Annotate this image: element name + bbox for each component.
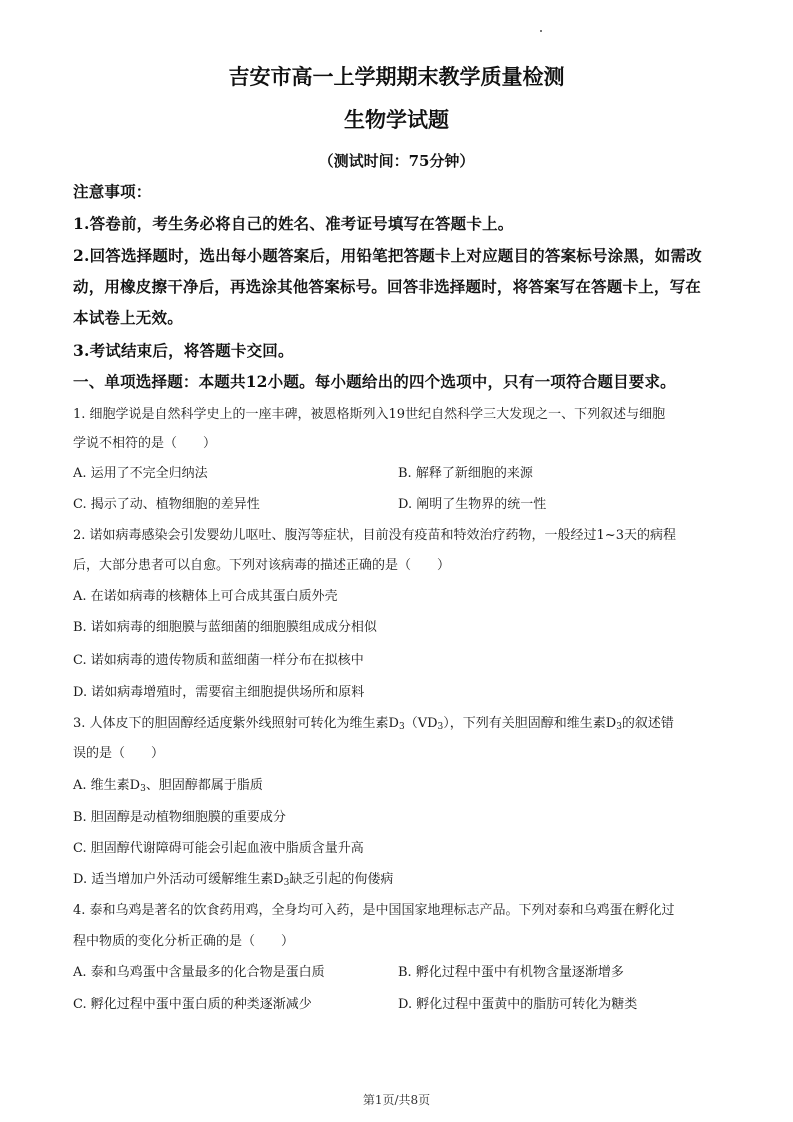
exam-title: 吉安市高一上学期期末教学质量检测 bbox=[228, 65, 565, 89]
q3-stem-line-2: 误的是（ ） bbox=[73, 746, 165, 761]
scan-dot bbox=[540, 30, 542, 32]
q3-option-b: B. 胆固醇是动植物细胞膜的重要成分 bbox=[73, 810, 286, 825]
exam-time: （测试时间：75分钟） bbox=[318, 152, 475, 170]
notes-heading: 注意事项： bbox=[73, 182, 152, 201]
q1-stem-line-1: 1. 细胞学说是自然科学史上的一座丰碑，被恩格斯列入19世纪自然科学三大发现之一、下列叙述与细胞 bbox=[73, 407, 666, 422]
q3-option-d bbox=[73, 868, 393, 887]
q4-stem-line-2: 程中物质的变化分析正确的是（ ） bbox=[73, 934, 295, 949]
exam-subtitle: 生物学试题 bbox=[344, 108, 449, 132]
section-1-heading: 一、单项选择题：本题共12小题。每小题给出的四个选项中，只有一项符合题目要求。 bbox=[73, 372, 676, 391]
q3-option-d-part-2: 缺乏引起的佝偻病 bbox=[289, 872, 394, 887]
q3-subscript: 3 bbox=[140, 784, 146, 794]
q2-option-d: D. 诺如病毒增殖时，需要宿主细胞提供场所和原料 bbox=[73, 685, 365, 700]
q4-stem-line-1: 4. 泰和乌鸡是著名的饮食药用鸡，全身均可入药，是中国国家地理标志产品。下列对泰和乌鸡蛋在孵化过 bbox=[73, 903, 675, 918]
q3-option-c: C. 胆固醇代谢障碍可能会引起血液中脂质含量升高 bbox=[73, 841, 364, 856]
q1-option-c: C. 揭示了动、植物细胞的差异性 bbox=[73, 497, 260, 512]
q3-stem-part-d: 的叙述错 bbox=[621, 716, 674, 731]
q4-option-d: D. 孵化过程中蛋黄中的脂肪可转化为糖类 bbox=[398, 997, 638, 1012]
q3-stem-line-1 bbox=[73, 712, 674, 731]
q4-option-c: C. 孵化过程中蛋中蛋白质的种类逐渐减少 bbox=[73, 997, 312, 1012]
q2-option-c: C. 诺如病毒的遗传物质和蓝细菌一样分布在拟核中 bbox=[73, 653, 364, 668]
q4-option-a: A. 泰和乌鸡蛋中含量最多的化合物是蛋白质 bbox=[73, 965, 325, 980]
q3-subscript: 3 bbox=[437, 722, 444, 732]
q3-stem-part-b: （VD bbox=[404, 716, 438, 731]
q3-option-a-part-2: 、胆固醇都属于脂质 bbox=[145, 778, 263, 793]
note-1: 1.答卷前，考生务必将自己的姓名、准考证号填写在答题卡上。 bbox=[73, 214, 514, 233]
note-3: 3.考试结束后，将答题卡交回。 bbox=[73, 341, 294, 360]
q1-stem-line-2: 学说不相符的是（ ） bbox=[73, 436, 217, 451]
q1-option-d: D. 阐明了生物界的统一性 bbox=[398, 497, 547, 512]
q3-option-d-part-1: D. 适当增加户外活动可缓解维生素D bbox=[73, 872, 284, 887]
q3-subscript: 3 bbox=[283, 878, 290, 888]
q3-stem-part-a: 3. 人体皮下的胆固醇经适度紫外线照射可转化为维生素D bbox=[73, 716, 399, 731]
note-2-line-3: 本试卷上无效。 bbox=[73, 308, 183, 327]
q3-subscript: 3 bbox=[398, 722, 405, 732]
note-2-line-1: 2.回答选择题时，选出每小题答案后，用铅笔把答题卡上对应题目的答案标号涂黑，如需改 bbox=[73, 246, 702, 265]
q2-option-b: B. 诺如病毒的细胞膜与蓝细菌的细胞膜组成成分相似 bbox=[73, 620, 377, 635]
q2-stem-line-2: 后，大部分患者可以自愈。下列对该病毒的描述正确的是（ ） bbox=[73, 558, 451, 573]
q3-option-a-part-1: A. 维生素D bbox=[73, 778, 141, 793]
note-2-line-2: 动，用橡皮擦干净后，再选涂其他答案标号。回答非选择题时，将答案写在答题卡上，写在 bbox=[73, 277, 702, 296]
q3-subscript: 3 bbox=[616, 722, 622, 732]
q2-stem-line-1: 2. 诺如病毒感染会引发婴幼儿呕吐、腹泻等症状，目前没有疫苗和特效治疗药物，一般经过1~3天的病程 bbox=[73, 528, 676, 543]
q1-option-b: B. 解释了新细胞的来源 bbox=[398, 466, 533, 481]
q1-option-a: A. 运用了不完全归纳法 bbox=[73, 466, 208, 481]
q2-option-a: A. 在诺如病毒的核糖体上可合成其蛋白质外壳 bbox=[73, 589, 338, 604]
q3-stem-part-c: ），下列有关胆固醇和维生素D bbox=[443, 716, 617, 731]
page-number: 第1页/共8页 bbox=[362, 1093, 431, 1107]
q3-option-a bbox=[73, 774, 263, 793]
q4-option-b: B. 孵化过程中蛋中有机物含量逐渐增多 bbox=[398, 965, 624, 980]
